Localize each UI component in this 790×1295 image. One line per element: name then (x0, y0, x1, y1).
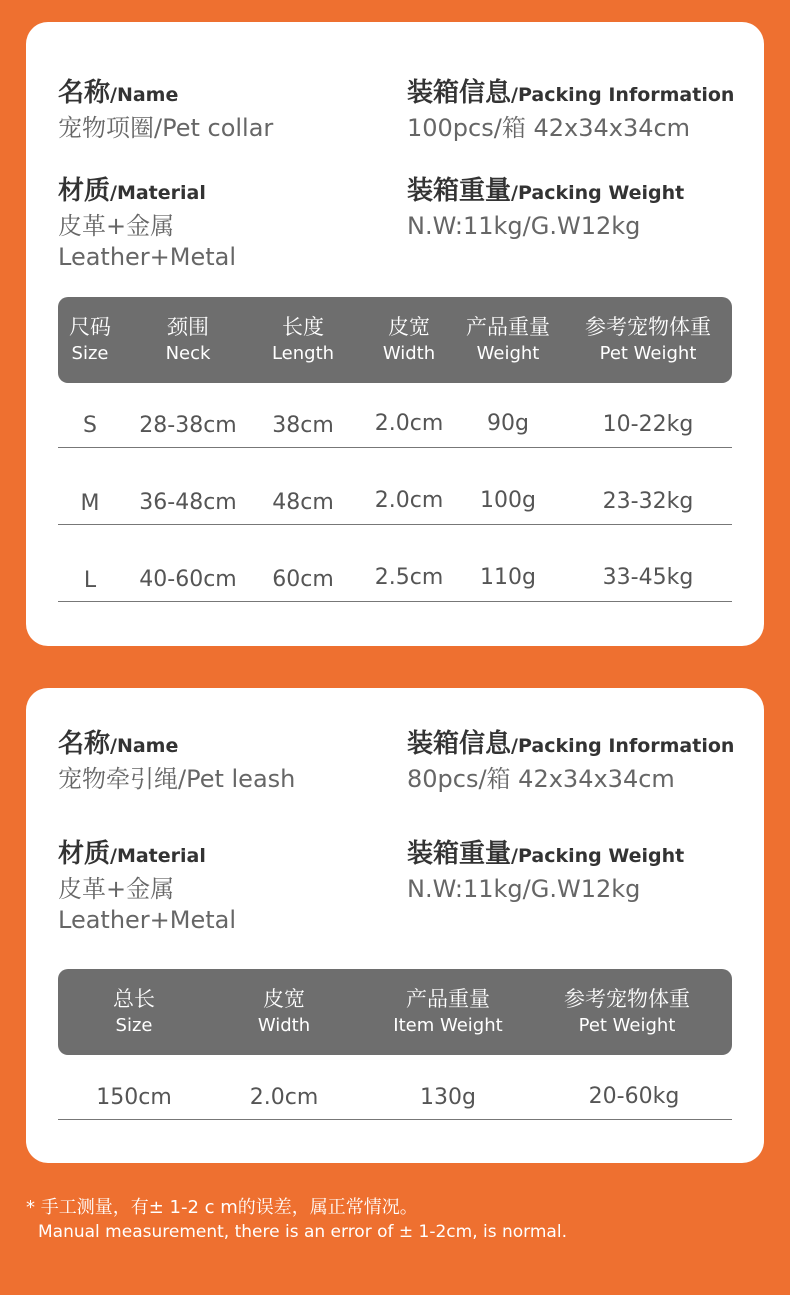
packing-weight-label-zh: 装箱重量 (407, 839, 512, 869)
table-header (58, 969, 732, 1055)
header-neck: 颈围 Neck (165, 315, 211, 364)
header-size: 尺码 Size (69, 315, 111, 364)
packing-label-en: /Packing Information (511, 84, 735, 106)
header-item-weight: 产品重量 Item Weight (393, 987, 503, 1036)
material-value-en: Leather+Metal (58, 906, 237, 934)
table-row (58, 1055, 732, 1120)
header-width: 皮宽 Width (257, 987, 311, 1036)
packing-weight-label-zh: 装箱重量 (407, 176, 512, 206)
measurement-note-en: Manual measurement, there is an error of ± 1-2cm, is normal. (38, 1222, 567, 1242)
table-header (58, 297, 732, 383)
measurement-note-zh: * 手工测量，有± 1-2 c m的误差，属正常情况。 (26, 1197, 418, 1218)
cell-width: 2.5cm (374, 565, 444, 590)
table-row (58, 448, 732, 525)
packing-value: 100pcs/箱 42x34x34cm (407, 114, 691, 142)
packing-weight-label-en: /Packing Weight (511, 182, 685, 204)
packing-weight-value: N.W:11kg/G.W12kg (407, 212, 641, 240)
material-label (58, 170, 236, 207)
name-value: 宠物项圈/Pet collar (58, 114, 274, 142)
packing-label-zh: 装箱信息 (407, 78, 512, 108)
name-label-zh: 名称 (58, 78, 111, 108)
material-label-en: /Material (110, 182, 206, 204)
header-width: 皮宽 Width (382, 315, 436, 364)
cell-neck: 36-48cm (139, 490, 237, 515)
cell-size: L (83, 568, 97, 593)
packing-value: 80pcs/箱 42x34x34cm (407, 765, 675, 793)
header-weight: 产品重量 Weight (466, 315, 550, 364)
name-label-en: /Name (110, 735, 179, 757)
size-table (58, 297, 732, 602)
packing-block (407, 723, 734, 795)
cell-pet-weight: 20-60kg (588, 1084, 680, 1109)
material-block (58, 170, 236, 273)
packing-weight-block (407, 833, 684, 905)
packing-label-en: /Packing Information (511, 735, 735, 757)
material-value-zh: 皮革+金属 (58, 875, 175, 903)
cell-length: 38cm (272, 413, 334, 438)
product-card-collar (26, 22, 764, 646)
header-pet-weight: 参考宠物体重 Pet Weight (564, 987, 690, 1036)
cell-item-weight: 130g (420, 1085, 476, 1110)
name-label-en: /Name (110, 84, 179, 106)
product-card-leash (26, 688, 764, 1163)
name-block (58, 72, 273, 144)
packing-weight-value: N.W:11kg/G.W12kg (407, 875, 641, 903)
cell-weight: 90g (487, 411, 529, 436)
packing-label (407, 723, 734, 760)
packing-weight-label (407, 170, 684, 207)
packing-weight-label-en: /Packing Weight (511, 845, 685, 867)
name-label (58, 723, 295, 760)
header-pet-weight: 参考宠物体重 Pet Weight (585, 315, 711, 364)
cell-pet-weight: 23-32kg (602, 489, 694, 514)
material-label (58, 833, 236, 870)
material-value-zh: 皮革+金属 (58, 212, 175, 240)
table-row (58, 383, 732, 448)
cell-weight: 100g (480, 488, 536, 513)
material-value-en: Leather+Metal (58, 243, 237, 271)
cell-width: 2.0cm (249, 1085, 319, 1110)
header-total-length: 总长 Size (113, 987, 155, 1036)
packing-weight-label (407, 833, 684, 870)
size-table (58, 969, 732, 1120)
cell-pet-weight: 33-45kg (602, 565, 694, 590)
name-label (58, 72, 273, 109)
cell-pet-weight: 10-22kg (602, 412, 694, 437)
header-length: 长度 Length (271, 315, 335, 364)
packing-label-zh: 装箱信息 (407, 729, 512, 759)
name-label-zh: 名称 (58, 729, 111, 759)
cell-neck: 28-38cm (139, 413, 237, 438)
cell-width: 2.0cm (374, 488, 444, 513)
packing-weight-block (407, 170, 684, 242)
cell-weight: 110g (480, 565, 536, 590)
material-label-zh: 材质 (58, 839, 111, 869)
cell-length: 48cm (272, 490, 334, 515)
table-row (58, 525, 732, 602)
cell-length: 60cm (272, 567, 334, 592)
cell-width: 2.0cm (374, 411, 444, 436)
name-value: 宠物牵引绳/Pet leash (58, 765, 296, 793)
cell-size: S (83, 413, 97, 438)
material-label-en: /Material (110, 845, 206, 867)
cell-total-length: 150cm (96, 1085, 172, 1110)
material-label-zh: 材质 (58, 176, 111, 206)
material-block (58, 833, 236, 936)
name-block (58, 723, 295, 795)
cell-size: M (80, 491, 100, 516)
cell-neck: 40-60cm (139, 567, 237, 592)
packing-label (407, 72, 734, 109)
packing-block (407, 72, 734, 144)
